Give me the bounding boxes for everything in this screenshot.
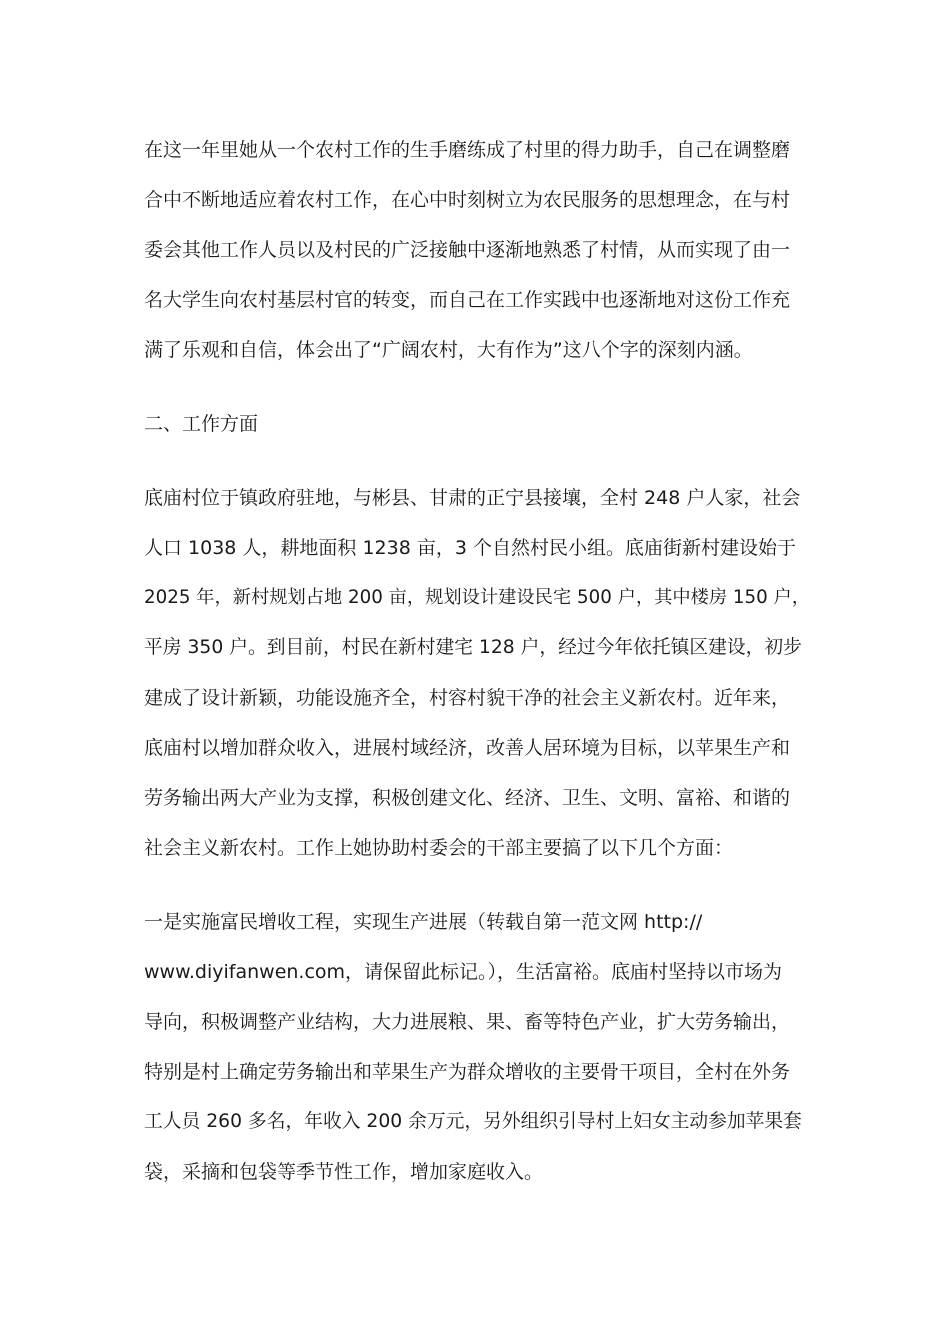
paragraph-3-line: www.diyifanwen.com，请保留此标记。），生活富裕。底庙村坚持以市场为 — [144, 961, 783, 983]
paragraph-3-line: 袋，采摘和包袋等季节性工作，增加家庭收入。 — [144, 1161, 544, 1183]
paragraph-2-line: 劳务输出两大产业为支撑，积极创建文化、经济、卫生、文明、富裕、和谐的 — [144, 787, 791, 809]
section-heading: 二、工作方面 — [144, 413, 259, 435]
paragraph-3-line: 一是实施富民增收工程，实现生产进展（转载自第一范文网 http:// — [144, 911, 703, 933]
paragraph-1-line: 名大学生向农村基层村官的转变，而自己在工作实践中也逐渐地对这份工作充 — [144, 289, 791, 311]
paragraph-2-line: 底庙村以增加群众收入，进展村域经济，改善人居环境为目标，以苹果生产和 — [144, 737, 791, 759]
paragraph-2-line: 建成了设计新颖，功能设施齐全，村容村貌干净的社会主义新农村。近年来， — [144, 687, 791, 709]
paragraph-2-line: 底庙村位于镇政府驻地，与彬县、甘肃的正宁县接壤，全村 248 户人家，社会 — [144, 487, 801, 509]
paragraph-3-line: 工人员 260 多名，年收入 200 余万元，另外组织引导村上妇女主动参加苹果套 — [144, 1111, 802, 1132]
paragraph-3-line: 导向，积极调整产业结构，大力进展粮、果、畜等特色产业，扩大劳务输出， — [144, 1011, 791, 1033]
paragraph-2-line: 人口 1038 人，耕地面积 1238 亩，3 个自然村民小组。底庙街新村建设始于 — [144, 537, 796, 559]
paragraph-1-line: 委会其他工作人员以及村民的广泛接触中逐渐地熟悉了村情，从而实现了由一 — [144, 239, 791, 261]
paragraph-2-line: 社会主义新农村。工作上她协助村委会的干部主要搞了以下几个方面： — [144, 837, 734, 859]
paragraph-2-line: 2025 年，新村规划占地 200 亩，规划设计建设民宅 500 户，其中楼房 150 户， — [144, 587, 811, 608]
paragraph-1-line: 合中不断地适应着农村工作，在心中时刻树立为农民服务的思想理念，在与村 — [144, 189, 791, 211]
paragraph-3-line: 特别是村上确定劳务输出和苹果生产为群众增收的主要骨干项目，全村在外务 — [144, 1061, 791, 1083]
paragraph-1-line: 满了乐观和自信，体会出了“广阔农村，大有作为”这八个字的深刻内涵。 — [144, 339, 753, 361]
paragraph-1-line: 在这一年里她从一个农村工作的生手磨练成了村里的得力助手，自己在调整磨 — [144, 139, 791, 161]
paragraph-2-line: 平房 350 户。到目前，村民在新村建宅 128 户，经过今年依托镇区建设，初步 — [144, 637, 802, 658]
